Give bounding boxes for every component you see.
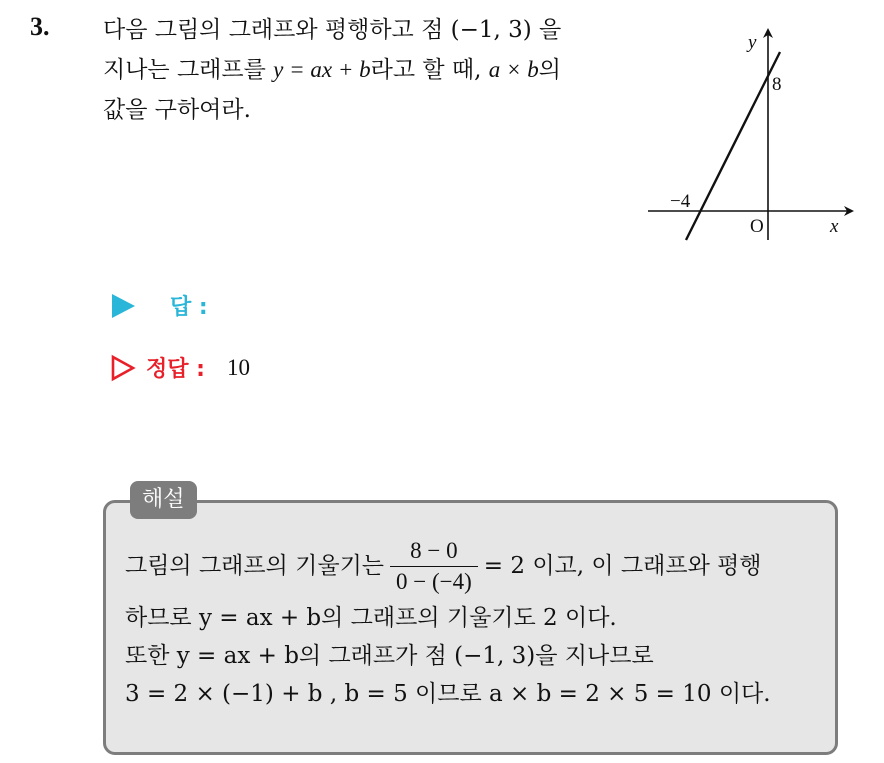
correct-play-outline-icon	[110, 354, 136, 382]
explanation-line-1	[125, 533, 835, 599]
question-number: 3.	[30, 12, 50, 41]
question-text	[103, 10, 623, 130]
question-line-2	[103, 50, 623, 90]
answer-row	[110, 290, 220, 321]
y-intercept-label: 8	[772, 74, 782, 95]
question-expression: a × b	[488, 57, 539, 82]
y-axis-label: y	[748, 32, 757, 53]
slope-numerator: 8 − 0	[410, 537, 458, 563]
explanation-line-4: 3 = 2 × (−1) + b , b = 5 이므로 a × b = 2 × 5 = 10 이다.	[125, 681, 771, 707]
question-line-1: 다음 그림의 그래프와 평행하고 점 (−1, 3) 을	[103, 17, 562, 43]
correct-answer-row	[110, 352, 250, 383]
slope-fraction	[390, 536, 478, 597]
explanation-line-1-pre: 그림의 그래프의 기울기는	[125, 553, 385, 579]
x-axis-label: x	[830, 216, 839, 237]
x-intercept-label: −4	[670, 191, 691, 212]
explanation-line-3: 또한 y = ax + b의 그래프가 점 (−1, 3)을 지나므로	[125, 643, 654, 669]
explanation-content	[125, 533, 835, 713]
question-line-2-pre: 지나는 그래프를	[103, 57, 274, 83]
question-line-2-post: 의	[538, 57, 561, 83]
explanation-tag: 해설	[130, 481, 197, 519]
line-graph	[640, 22, 860, 252]
answer-label: 답 :	[170, 295, 208, 320]
explanation-line-2: 하므로 y = ax + b의 그래프의 기울기도 2 이다.	[125, 605, 617, 631]
question-line-2-mid: 라고 할 때,	[370, 57, 489, 83]
origin-label: O	[750, 216, 764, 237]
explanation-line-1-post: = 2 이고, 이 그래프와 평행	[483, 553, 762, 579]
correct-answer-value: 10	[226, 354, 250, 380]
correct-answer-label: 정답 :	[146, 357, 205, 382]
answer-play-icon	[110, 293, 136, 319]
slope-denominator: 0 − (−4)	[390, 566, 478, 597]
question-equation: y = ax + b	[273, 57, 371, 82]
question-line-3: 값을 구하여라.	[103, 97, 251, 123]
